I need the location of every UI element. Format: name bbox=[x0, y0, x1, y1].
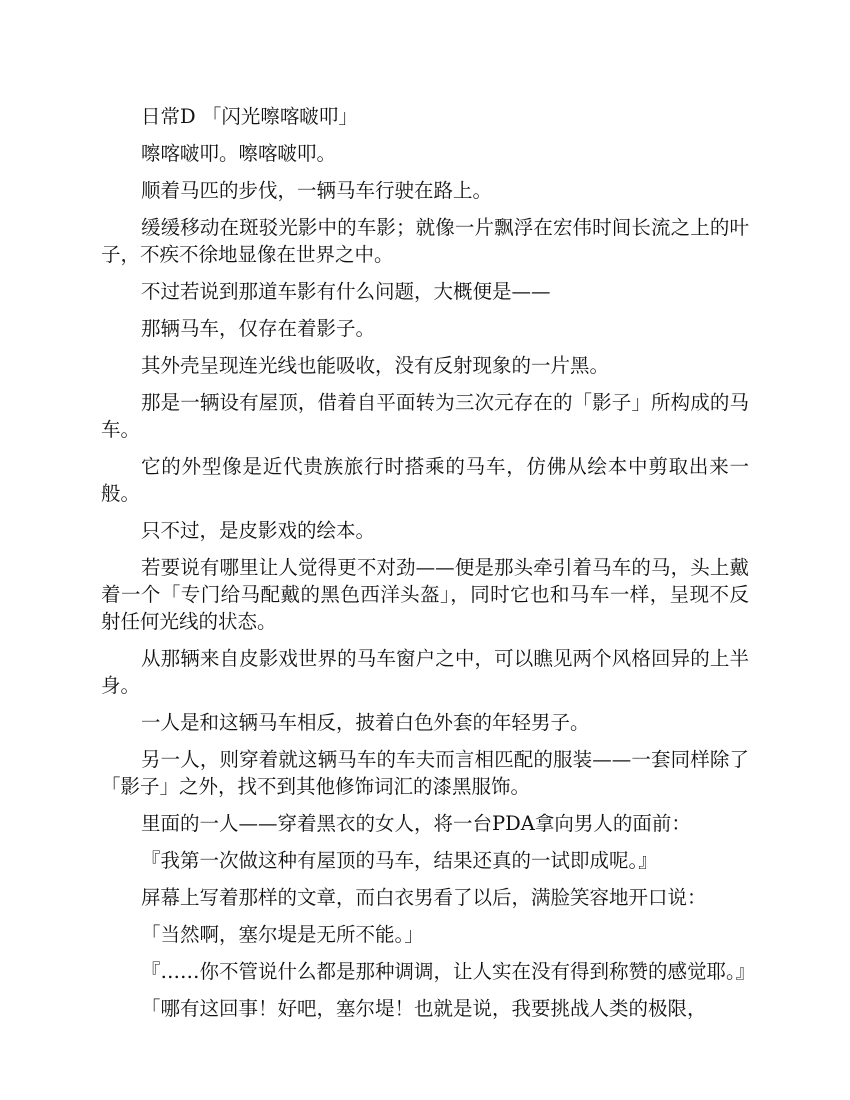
paragraph: 顺着马匹的步伐，一辆马车行驶在路上。 bbox=[141, 179, 493, 202]
paragraph: 嚓喀啵叩。嚓喀啵叩。 bbox=[141, 142, 337, 165]
paragraph: 其外壳呈现连光线也能吸收，没有反射现象的一片黑。 bbox=[141, 354, 610, 377]
chapter-heading: 日常D 「闪光嚓喀啵叩」 bbox=[141, 105, 358, 128]
paragraph: 另一人，则穿着就这辆马车的车夫而言相匹配的服装——一套同样除了「影子」之外，找不到其他修饰词汇的漆黑服饰。 bbox=[101, 748, 749, 798]
paragraph: 不过若说到那道车影有什么问题，大概便是—— bbox=[141, 280, 551, 303]
paragraph: 那辆马车，仅存在着影子。 bbox=[141, 317, 376, 340]
paragraph: 只不过，是皮影戏的绘本。 bbox=[141, 519, 376, 542]
dialogue: 「哪有这回事！好吧，塞尔堤！也就是说，我要挑战人类的极限， bbox=[141, 997, 707, 1020]
dialogue: 「当然啊，塞尔堤是无所不能。」 bbox=[141, 923, 424, 946]
paragraph: 屏幕上写着那样的文章，而白衣男看了以后，满脸笑容地开口说： bbox=[141, 886, 707, 909]
dialogue-pda: 『……你不管说什么都是那种调调，让人实在没有得到称赞的感觉耶。』 bbox=[141, 960, 756, 983]
paragraph: 里面的一人——穿着黑衣的女人，将一台PDA拿向男人的面前： bbox=[141, 812, 691, 835]
dialogue-pda: 『我第一次做这种有屋顶的马车，结果还真的一试即成呢。』 bbox=[141, 849, 658, 872]
paragraph: 若要说有哪里让人觉得更不对劲——便是那头牵引着马车的马，头上戴着一个「专门给马配戴的黑色西洋头盔」，同时它也和马车一样，呈现不反射任何光线的状态。 bbox=[101, 556, 749, 633]
paragraph: 它的外型像是近代贵族旅行时搭乘的马车，仿佛从绘本中剪取出来一般。 bbox=[101, 455, 749, 505]
paragraph: 缓缓移动在斑驳光影中的车影；就像一片飘浮在宏伟时间长流之上的叶子，不疾不徐地显像在世界之中。 bbox=[101, 216, 749, 266]
paragraph: 一人是和这辆马车相反，披着白色外套的年轻男子。 bbox=[141, 711, 590, 734]
paragraph: 从那辆来自皮影戏世界的马车窗户之中，可以瞧见两个风格回异的上半身。 bbox=[101, 647, 749, 697]
paragraph: 那是一辆设有屋顶，借着自平面转为三次元存在的「影子」所构成的马车。 bbox=[101, 391, 749, 441]
document-page bbox=[101, 103, 756, 1032]
